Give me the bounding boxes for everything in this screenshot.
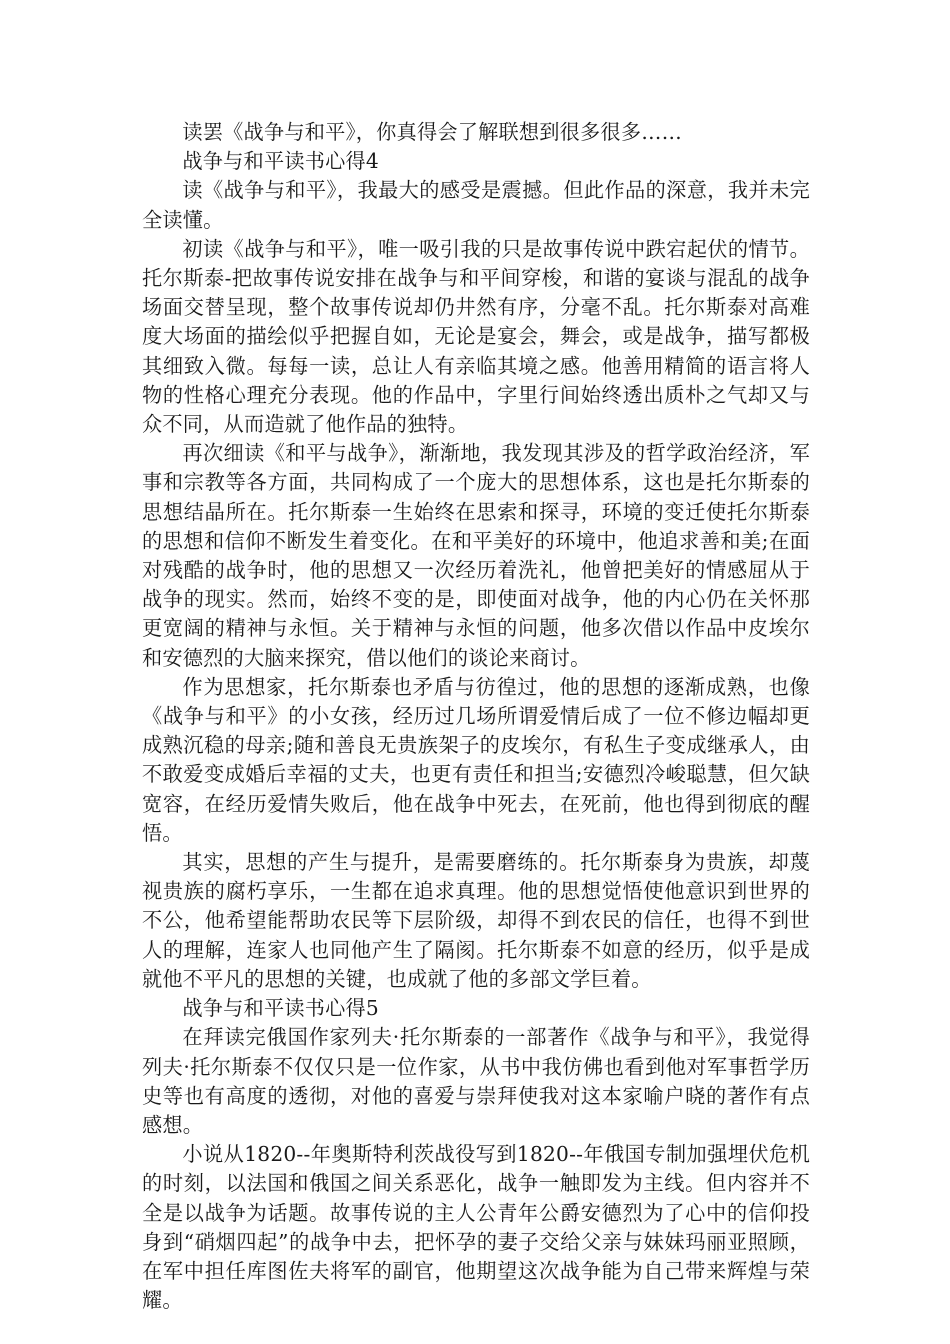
paragraph: 读《战争与和平》，我最大的感受是震撼。但此作品的深意，我并未完全读懂。 bbox=[142, 178, 810, 232]
paragraph: 小说从1820--年奥斯特利茨战役写到1820--年俄国专制加强埋伏危机的时刻，以法国和俄国之间关系恶化，战争一触即发为主线。但内容并不全是以战争为话题。故事传说的主人公青年公爵安德烈为了心中的信仰投身到“硝烟四起”的战争中去，把怀孕的妻子交给父亲与妹妹玛丽亚照顾，在军中担任库图佐夫将军的副官，他期望这次战争能为自己带来辉煌与荣耀。 bbox=[142, 1142, 810, 1313]
section-heading: 战争与和平读书心得4 bbox=[182, 149, 379, 174]
paragraph: 读罢《战争与和平》，你真得会了解联想到很多很多…… bbox=[182, 120, 682, 144]
paragraph: 其实，思想的产生与提升，是需要磨练的。托尔斯泰身为贵族，却蔑视贵族的腐朽享乐，一生都在追求真理。他的思想觉悟使他意识到世界的不公，他希望能帮助农民等下层阶级，却得不到农民的信任，也得不到世人的理解，连家人也同他产生了隔阂。托尔斯泰不如意的经历，似乎是成就他不平凡的思想的关键，也成就了他的多部文学巨着。 bbox=[142, 850, 810, 991]
paragraph: 作为思想家，托尔斯泰也矛盾与彷徨过，他的思想的逐渐成熟，也像《战争与和平》的小女孩，经历过几场所谓爱情后成了一位不修边幅却更成熟沉稳的母亲;随和善良无贵族架子的皮埃尔，有私生子变成继承人，由不敢爱变成婚后幸福的丈夫，也更有责任和担当;安德烈冷峻聪慧，但欠缺宽容，在经历爱情失败后，他在战争中死去，在死前，他也得到彻底的醒悟。 bbox=[142, 674, 810, 845]
paragraph: 在拜读完俄国作家列夫·托尔斯泰的一部著作《战争与和平》，我觉得列夫·托尔斯泰不仅仅只是一位作家，从书中我仿佛也看到他对军事哲学历史等也有高度的透彻，对他的喜爱与崇拜使我对这本家喻户晓的著作有点感想。 bbox=[142, 1025, 810, 1137]
paragraph: 再次细读《和平与战争》，渐渐地，我发现其涉及的哲学政治经济，军事和宗教等各方面，共同构成了一个庞大的思想体系，这也是托尔斯泰的思想结晶所在。托尔斯泰一生始终在思索和探寻，环境的变迁使托尔斯泰的思想和信仰不断发生着变化。在和平美好的环境中，他追求善和美;在面对残酷的战争时，他的思想又一次经历着洗礼，他曾把美好的情感屈从于战争的现实。然而，始终不变的是，即使面对战争，他的内心仍在关怀那更宽阔的精神与永恒。关于精神与永恒的问题，他多次借以作品中皮埃尔和安德烈的大脑来探究，借以他们的谈论来商讨。 bbox=[142, 441, 810, 670]
paragraph: 初读《战争与和平》，唯一吸引我的只是故事传说中跌宕起伏的情节。托尔斯泰-把故事传说安排在战争与和平间穿梭，和谐的宴谈与混乱的战争场面交替呈现，整个故事传说却仍井然有序，分毫不乱。托尔斯泰对高难度大场面的描绘似乎把握自如，无论是宴会，舞会，或是战争，描写都极其细致入微。每每一读，总让人有亲临其境之感。他善用精简的语言将人物的性格心理充分表现。他的作品中，字里行间始终透出质朴之气却又与众不同，从而造就了他作品的独特。 bbox=[142, 236, 810, 437]
section-heading: 战争与和平读书心得5 bbox=[182, 996, 379, 1021]
document-page bbox=[142, 118, 810, 1315]
